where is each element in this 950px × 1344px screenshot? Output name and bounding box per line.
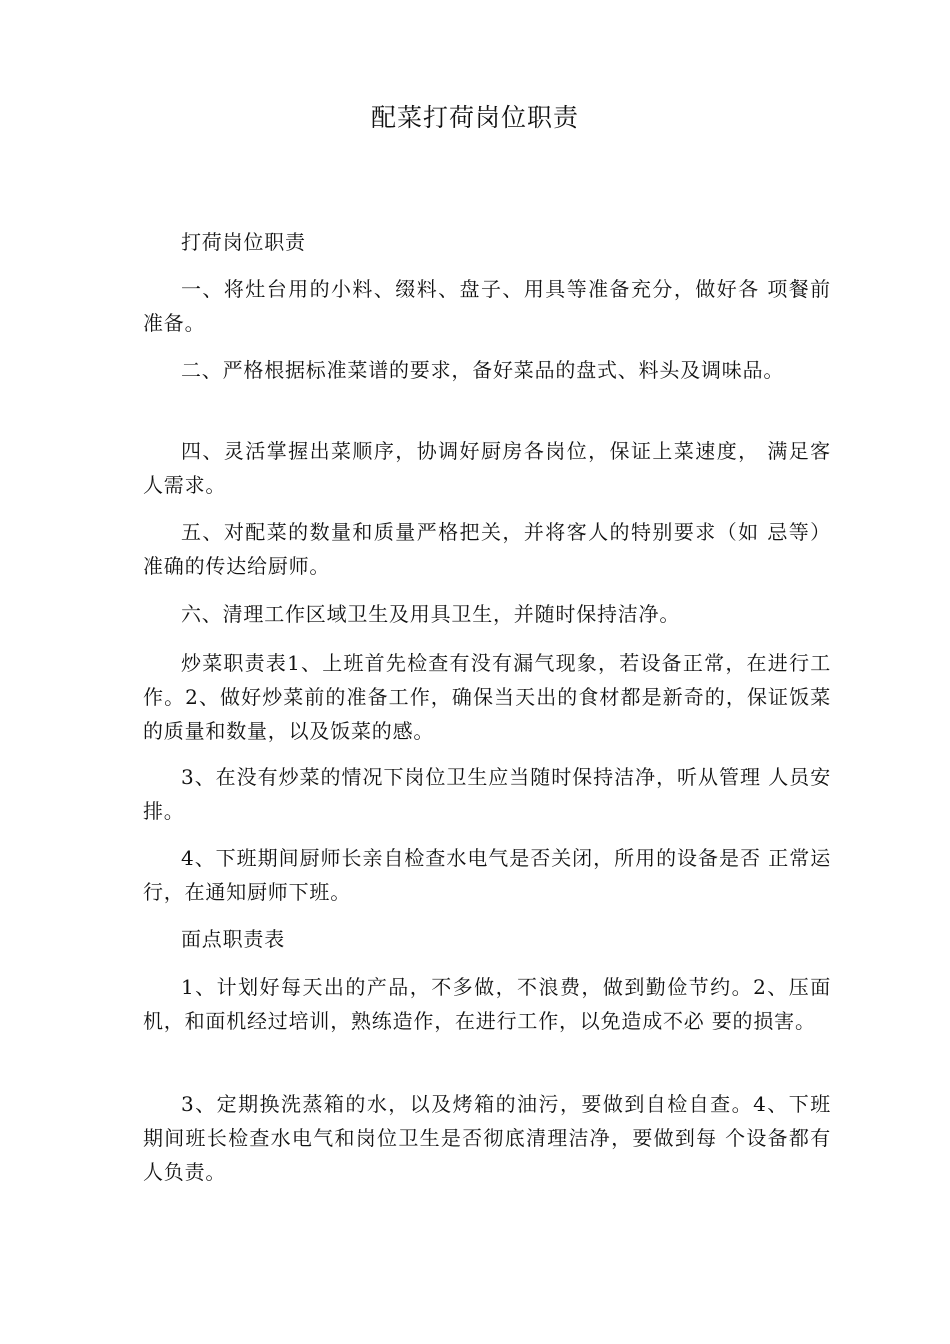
paragraph: 五、对配菜的数量和质量严格把关，并将客人的特别要求（如 忌等）准确的传达给厨师。 bbox=[143, 520, 831, 578]
paragraph: 六、清理工作区域卫生及用具卫生，并随时保持洁净。 bbox=[181, 602, 681, 626]
paragraph: 3、定期换洗蒸箱的水，以及烤箱的油污，要做到自检自查。4、下班期间班长检查水电气和岗位卫生是否彻底清理洁净，要做到每 个设备都有人负责。 bbox=[143, 1092, 831, 1184]
paragraph: 1、计划好每天出的产品，不多做，不浪费，做到勤俭节约。2、压面机，和面机经过培训，熟练造作，在进行工作，以免造成不必 要的损害。 bbox=[143, 975, 831, 1033]
paragraph: 4、下班期间厨师长亲自检查水电气是否关闭，所用的设备是否 正常运行，在通知厨师下班。 bbox=[143, 846, 831, 904]
section-heading-dahe: 打荷岗位职责 bbox=[181, 230, 306, 254]
section-heading-miandian: 面点职责表 bbox=[181, 927, 285, 951]
paragraph: 3、在没有炒菜的情况下岗位卫生应当随时保持洁净，听从管理 人员安排。 bbox=[143, 765, 831, 823]
paragraph: 一、将灶台用的小料、缀料、盘子、用具等准备充分，做好各 项餐前准备。 bbox=[143, 277, 831, 335]
document-title: 配菜打荷岗位职责 bbox=[370, 103, 579, 132]
paragraph: 四、灵活掌握出菜顺序，协调好厨房各岗位，保证上菜速度， 满足客人需求。 bbox=[143, 439, 831, 497]
paragraph: 炒菜职责表1、上班首先检查有没有漏气现象，若设备正常，在进行工作。2、做好炒菜前的准备工作，确保当天出的食材都是新奇的，保证饭菜的质量和数量，以及饭菜的感。 bbox=[143, 651, 831, 743]
paragraph: 二、严格根据标准菜谱的要求，备好菜品的盘式、料头及调味品。 bbox=[181, 358, 785, 382]
